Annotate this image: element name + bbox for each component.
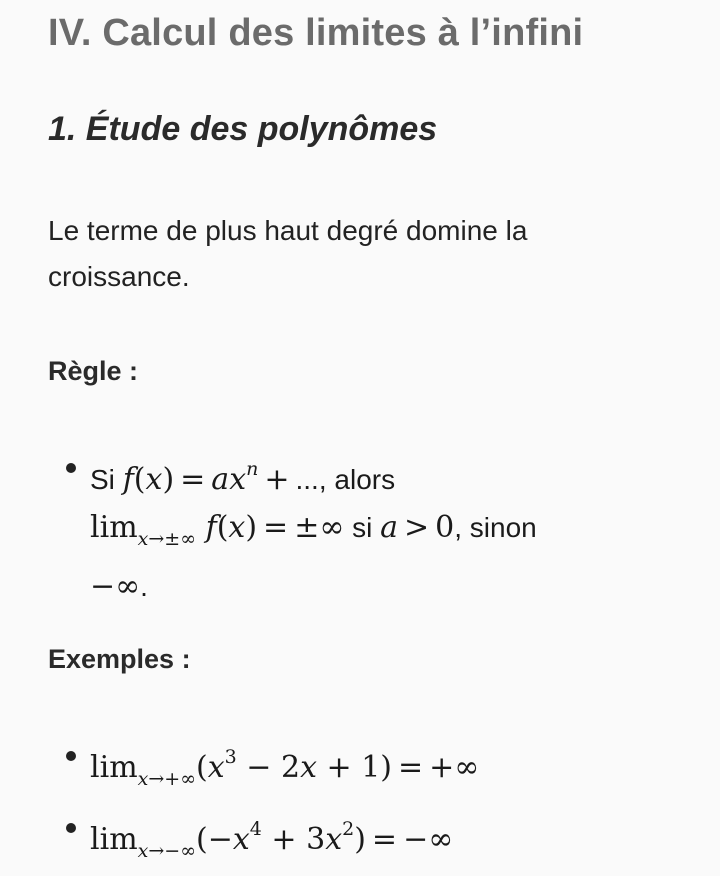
rule-si: Si xyxy=(90,464,115,495)
rule-dot: . xyxy=(140,571,148,602)
math-close: ) xyxy=(380,750,392,785)
rule-si2: si xyxy=(352,512,373,543)
math-x: x xyxy=(145,462,163,497)
rule-item xyxy=(90,445,690,611)
math-x: x xyxy=(229,462,247,497)
section-heading: IV. Calcul des limites à l’infini xyxy=(48,12,584,54)
example-formula xyxy=(90,746,480,790)
math-lim: lim xyxy=(90,822,138,857)
bullet-dot xyxy=(66,823,76,833)
math-eq: = xyxy=(398,750,424,785)
math-result: −∞ xyxy=(403,822,454,857)
math-gt: > xyxy=(404,510,430,545)
math-lim-sub: x→±∞ xyxy=(137,528,197,550)
math-pm-inf: ±∞ xyxy=(294,510,345,545)
math-rest: + 3 xyxy=(261,822,326,857)
math-result: +∞ xyxy=(429,750,480,785)
example-item xyxy=(90,805,690,875)
math-f: f xyxy=(205,510,217,545)
rule-condition xyxy=(380,510,454,545)
math-lim-sub: x→+∞ xyxy=(137,768,197,790)
math-plus: + xyxy=(264,462,290,497)
math-exp: 3 xyxy=(224,746,237,768)
rule-limit: $\lim_{x\to\pm\infty} f(x)$ = ±∞ xyxy=(90,510,345,550)
math-open: ( xyxy=(196,750,208,785)
math-lim-sub: x→−∞ xyxy=(137,840,197,862)
rule-dots: ... xyxy=(295,464,319,495)
math-tail: + 1 xyxy=(316,750,381,785)
math-exp: 4 xyxy=(249,818,262,840)
math-x: x xyxy=(232,822,250,857)
bullet-dot xyxy=(66,463,76,473)
math-lim: lim xyxy=(90,510,138,545)
examples-label: Exemples : xyxy=(48,644,191,674)
math-a: a xyxy=(380,510,399,545)
bullet-dot xyxy=(66,751,76,761)
rule-formula: $f(x) = ax^n$ + xyxy=(123,462,296,497)
math-zero: 0 xyxy=(435,510,455,545)
example-item xyxy=(90,733,690,803)
rule-label: Règle : xyxy=(48,356,139,386)
rule-alors: , alors xyxy=(318,464,396,495)
math-x: x xyxy=(207,750,225,785)
rule-sinon: , sinon xyxy=(454,512,537,543)
math-x: x xyxy=(325,822,343,857)
math-minus-inf: −∞ xyxy=(90,569,141,604)
example-formula xyxy=(90,818,454,862)
math-open: (− xyxy=(196,822,233,857)
math-x: x xyxy=(300,750,317,785)
intro-paragraph: Le terme de plus haut degré domine la croissance. xyxy=(48,215,528,292)
math-close: ) xyxy=(354,822,366,857)
math-x: x xyxy=(228,510,246,545)
subsection-heading: 1. Étude des polynômes xyxy=(48,110,438,148)
math-eq: = xyxy=(263,510,289,545)
math-f: f xyxy=(122,462,134,497)
math-a: a xyxy=(211,462,230,497)
math-exp: 2 xyxy=(342,818,355,840)
math-rest: − 2 xyxy=(236,750,301,785)
math-lim: lim xyxy=(90,750,138,785)
math-eq: = xyxy=(180,462,206,497)
math-exp-n: n xyxy=(246,458,259,480)
math-eq: = xyxy=(371,822,398,857)
